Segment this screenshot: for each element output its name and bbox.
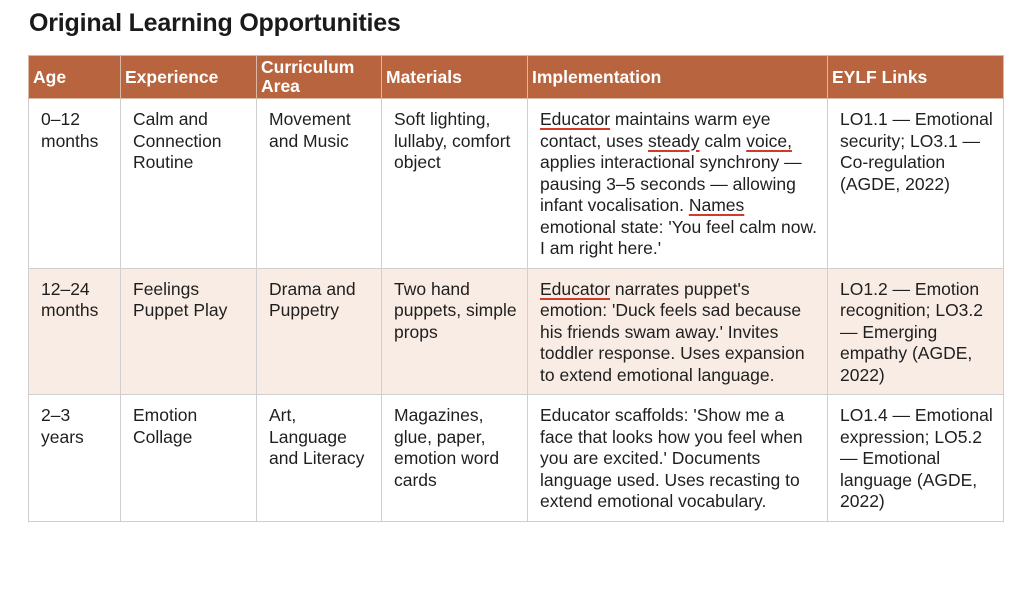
spellcheck-word[interactable]: steady: [647, 130, 700, 151]
cell-implementation: [528, 395, 828, 522]
cell-age: 0–12 months: [29, 99, 121, 269]
header-implementation: Implementation: [528, 56, 828, 99]
implementation-text: calm: [699, 130, 747, 151]
header-eylf-links: EYLF Links: [828, 56, 1004, 99]
header-age: Age: [29, 56, 121, 99]
header-curriculum-area: Curriculum Area: [257, 56, 382, 99]
cell-age: 12–24 months: [29, 268, 121, 395]
cell-experience: Calm and Connection Routine: [121, 99, 257, 269]
cell-curriculum-area: Drama and Puppetry: [257, 268, 382, 395]
implementation-text: applies interactional synchrony — pausing 3–5 seconds — allowing infant vocalisation.: [540, 152, 802, 215]
spellcheck-word[interactable]: Educator: [540, 109, 611, 129]
cell-experience: Feelings Puppet Play: [121, 268, 257, 395]
cell-eylf-links: LO1.2 — Emotion recognition; LO3.2 — Emerging empathy (AGDE, 2022): [828, 268, 1004, 395]
spellcheck-word[interactable]: voice,: [746, 130, 792, 151]
learning-opportunities-table: [28, 55, 1004, 522]
cell-materials: Magazines, glue, paper, emotion word cards: [382, 395, 528, 522]
implementation-text: maintains warm eye contact, uses: [540, 109, 771, 151]
cell-materials: Two hand puppets, simple props: [382, 268, 528, 395]
table-row: [29, 395, 1004, 522]
header-experience: Experience: [121, 56, 257, 99]
cell-implementation: [528, 99, 828, 269]
implementation-text: Educator scaffolds: 'Show me a face that looks how you feel when you are excited.' Documents language used. Uses recasting to extend emotional vocabulary.: [540, 405, 803, 511]
implementation-text: narrates puppet's emotion: 'Duck feels sad because his friends swam away.' Invites toddler response. Uses expansion to extend emotional language.: [540, 278, 805, 385]
cell-curriculum-area: Movement and Music: [257, 99, 382, 269]
cell-curriculum-area: Art, Language and Literacy: [257, 395, 382, 522]
cell-experience: Emotion Collage: [121, 395, 257, 522]
table-row: [29, 268, 1004, 395]
cell-eylf-links: LO1.4 — Emotional expression; LO5.2 — Emotional language (AGDE, 2022): [828, 395, 1004, 522]
spellcheck-word[interactable]: Names: [688, 195, 745, 215]
cell-materials: Soft lighting, lullaby, comfort object: [382, 99, 528, 269]
page-title: Original Learning Opportunities: [29, 9, 401, 37]
table-header-row: [29, 56, 1004, 99]
header-materials: Materials: [382, 56, 528, 99]
implementation-text: emotional state: 'You feel calm now. I am right here.': [540, 216, 818, 258]
spellcheck-word[interactable]: Educator: [540, 278, 611, 299]
table-row: [29, 99, 1004, 269]
cell-implementation: [528, 268, 828, 395]
cell-age: 2–3 years: [29, 395, 121, 522]
cell-eylf-links: LO1.1 — Emotional security; LO3.1 — Co-regulation (AGDE, 2022): [828, 99, 1004, 269]
